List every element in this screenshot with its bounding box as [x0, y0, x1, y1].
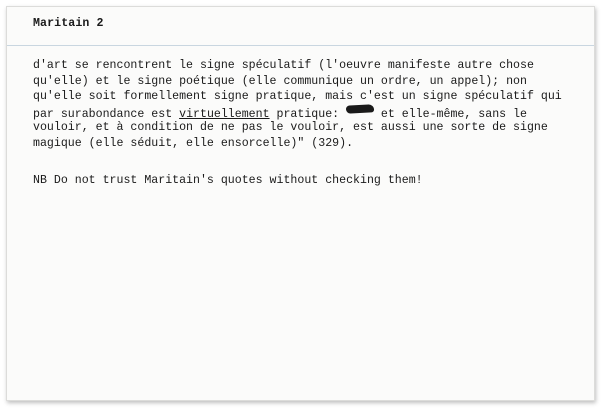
card-header-rule: [7, 45, 594, 46]
text-line-4-end: et elle-même, sans le: [373, 107, 527, 121]
text-line-3: qu'elle soit formellement signe pratique, mais c'est un signe spéculatif qui: [33, 90, 562, 104]
text-line-2: qu'elle) et le signe poétique (elle communique un ordre, un appel); non: [33, 74, 527, 88]
text-line-5: vouloir, et à condition de ne pas le vouloir, est aussi une sorte de signe: [33, 121, 548, 135]
text-line-6: magique (elle séduit, elle ensorcelle)" (329).: [33, 136, 354, 150]
nb-note: NB Do not trust Maritain's quotes without checking them!: [33, 174, 423, 187]
text-line-4-middle: pratique:: [269, 107, 347, 121]
text-line-1: d'art se rencontrent le signe spéculatif (l'oeuvre manifeste autre chose: [33, 59, 534, 72]
index-card: [6, 6, 595, 401]
underlined-word: virtuellement: [179, 107, 270, 121]
text-line-4: [33, 105, 593, 121]
struck-out-word: [346, 104, 374, 113]
quotation-text: [33, 58, 593, 152]
card-heading: Maritain 2: [33, 17, 104, 30]
text-line-4-start: par surabondance est: [33, 107, 180, 121]
